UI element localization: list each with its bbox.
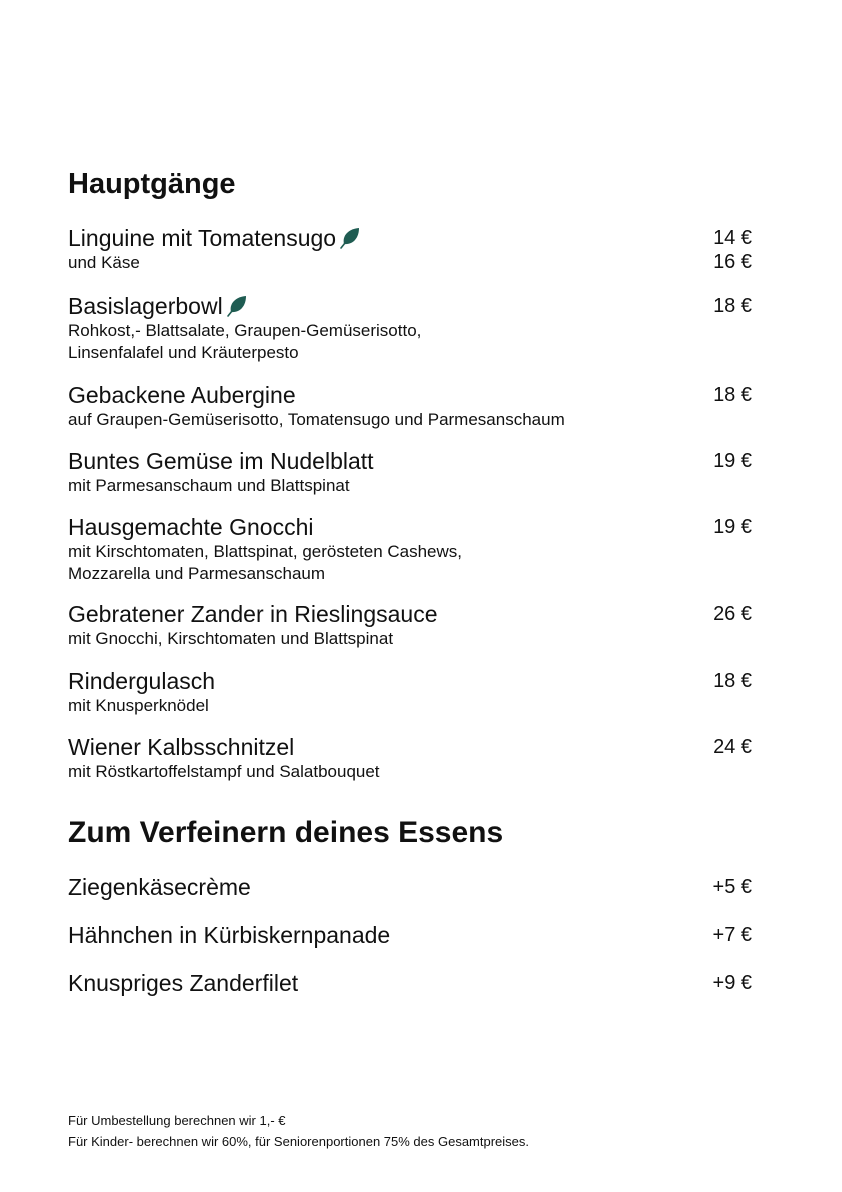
price-value: 16 € — [713, 251, 752, 273]
extra-item — [68, 968, 752, 998]
extra-item-price: +5 € — [712, 876, 752, 898]
menu-item-description: auf Graupen-Gemüserisotto, Tomatensugo und Parmesanschaum — [68, 410, 565, 429]
price-value: 18 € — [713, 670, 752, 692]
menu-item-price — [713, 449, 752, 473]
menu-item — [68, 600, 752, 650]
leaf-icon — [339, 226, 361, 250]
menu-item-price — [713, 515, 752, 539]
menu-item — [68, 224, 752, 274]
extra-item-name: Hähnchen in Kürbiskernpanade — [68, 922, 391, 948]
menu-item-description: und Käse — [68, 253, 140, 272]
menu-item-name: Gebratener Zander in Rieslingsauce — [68, 601, 438, 627]
extra-item-price: +7 € — [712, 924, 752, 946]
menu-item — [68, 292, 752, 364]
footer-notes — [68, 1110, 529, 1152]
menu-item-price — [713, 669, 752, 693]
menu-item-description: Rohkost,- Blattsalate, Graupen-Gemüserisotto, — [68, 321, 422, 340]
extra-item-name: Knuspriges Zanderfilet — [68, 970, 299, 996]
price-value: 14 € — [713, 227, 752, 249]
menu-item-name: Linguine mit Tomatensugo — [68, 225, 337, 251]
extra-item-price: +9 € — [712, 972, 752, 994]
menu-item-header — [68, 292, 752, 320]
menu-item — [68, 513, 752, 585]
section-title-extras: Zum Verfeinern deines Essens — [68, 816, 504, 849]
price-value: 26 € — [713, 603, 752, 625]
menu-item-price — [713, 226, 752, 274]
menu-item-description: mit Röstkartoffelstampf und Salatbouquet — [68, 762, 380, 781]
menu-item-description: Mozzarella und Parmesanschaum — [68, 564, 326, 583]
menu-item-price — [713, 735, 752, 759]
menu-item-name: Wiener Kalbsschnitzel — [68, 734, 295, 760]
menu-item-description: mit Gnocchi, Kirschtomaten und Blattspinat — [68, 629, 394, 648]
menu-item-name: Buntes Gemüse im Nudelblatt — [68, 448, 374, 474]
menu-item-header — [68, 600, 752, 628]
menu-item-header — [68, 447, 752, 475]
menu-item — [68, 667, 752, 717]
menu-item-header — [68, 667, 752, 695]
menu-item-header — [68, 513, 752, 541]
footer-note-rebooking: Für Umbestellung berechnen wir 1,- € — [68, 1113, 286, 1128]
menu-item-name: Hausgemachte Gnocchi — [68, 514, 314, 540]
price-value: 19 € — [713, 516, 752, 538]
menu-item-description: mit Parmesanschaum und Blattspinat — [68, 476, 350, 495]
footer-note-portions: Für Kinder- berechnen wir 60%, für Seniorenportionen 75% des Gesamtpreises. — [68, 1134, 530, 1149]
price-value: 19 € — [713, 450, 752, 472]
menu-item-header — [68, 381, 752, 409]
menu-item-description: Linsenfalafel und Kräuterpesto — [68, 343, 299, 362]
menu-item-price — [713, 383, 752, 407]
menu-item-description: mit Knusperknödel — [68, 696, 209, 715]
leaf-icon — [226, 294, 248, 318]
menu-item-price — [713, 294, 752, 318]
menu-item — [68, 447, 752, 497]
menu-item-name: Gebackene Aubergine — [68, 382, 296, 408]
extra-item — [68, 920, 752, 950]
extra-item-name: Ziegenkäsecrème — [68, 874, 251, 900]
price-value: 18 € — [713, 384, 752, 406]
price-value: 18 € — [713, 295, 752, 317]
menu-item-description: mit Kirschtomaten, Blattspinat, gerösteten Cashews, — [68, 542, 463, 561]
menu-item-name: Basislagerbowl — [68, 293, 223, 319]
menu-item-name: Rindergulasch — [68, 668, 216, 694]
section-title-main-courses: Hauptgänge — [68, 168, 236, 200]
menu-item — [68, 381, 752, 431]
menu-item-price — [713, 602, 752, 626]
menu-item — [68, 733, 752, 783]
extra-item — [68, 872, 752, 902]
menu-item-header — [68, 224, 752, 252]
price-value: 24 € — [713, 736, 752, 758]
menu-item-header — [68, 733, 752, 761]
